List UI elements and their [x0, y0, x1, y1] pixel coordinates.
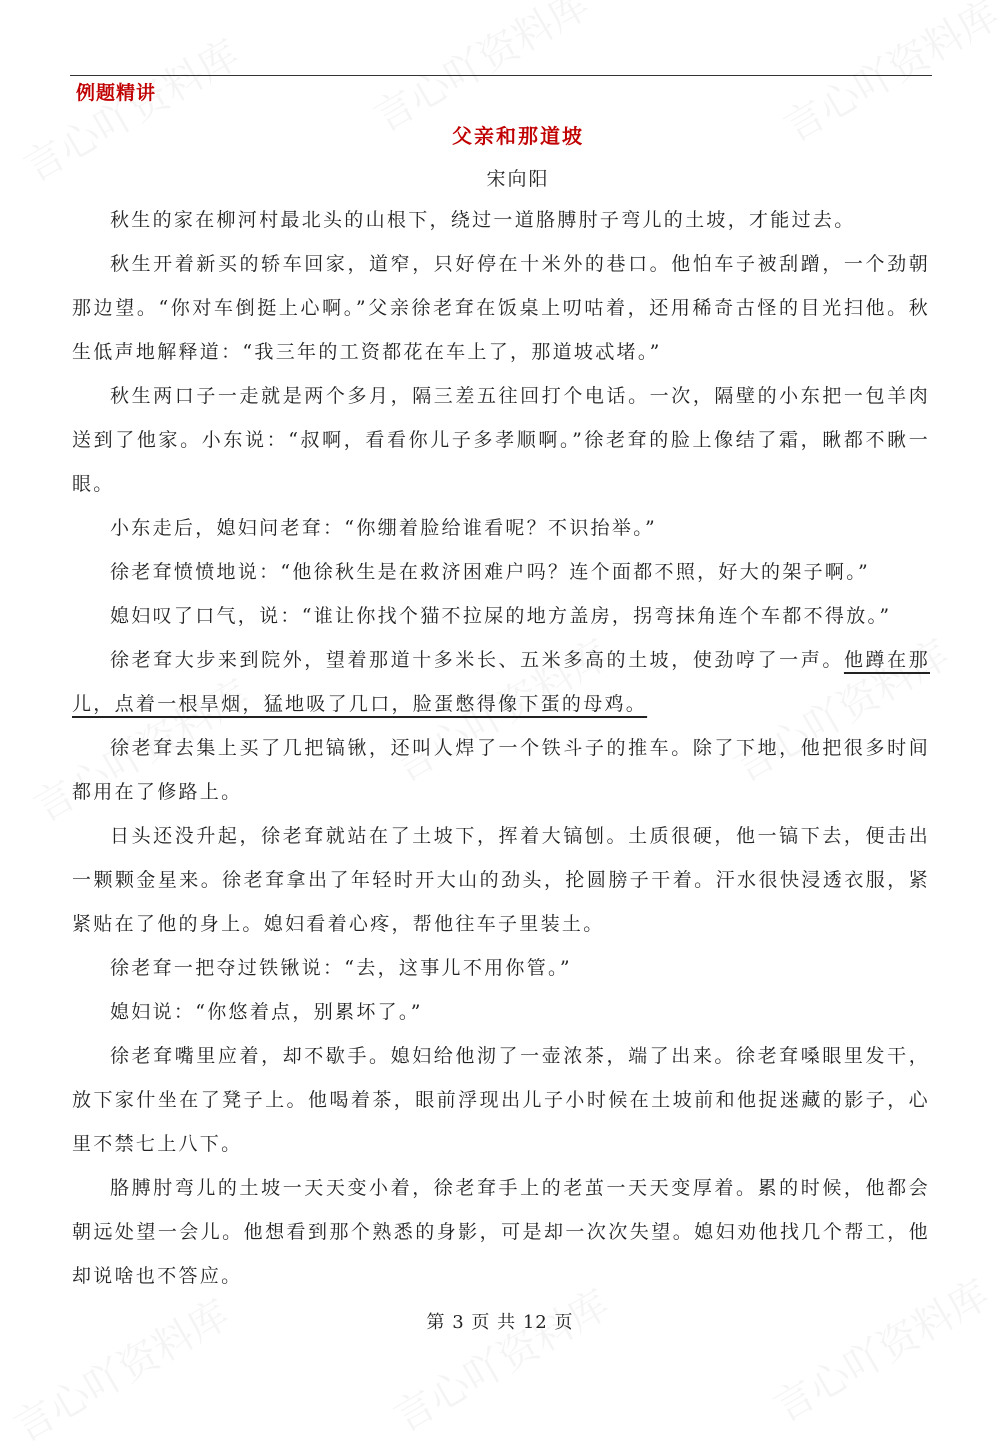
- underlined-sentence: 他蹲在那儿，点着一根旱烟，猛地吸了几口，脸蛋憋得像下蛋的母鸡。: [72, 649, 930, 715]
- paragraph: 徐老耷一把夺过铁锹说：“去，这事儿不用你管。”: [110, 957, 572, 979]
- paragraph: 小东走后，媳妇问老耷：“你绷着脸给谁看呢？不识抬举。”: [110, 517, 658, 539]
- header-rule: [70, 75, 932, 76]
- paragraph: 日头还没升起，徐老耷就站在了土坡下，挥着大镐刨。土质很硬，他一镐下去，便击出一颗颗金星来。徐老耷拿出了年轻时开大山的劲头，抡圆膀子干着。汗水很快浸透衣服，紧紧贴在了他的身上。媳妇看着心疼，帮他往车子里装土。: [72, 825, 930, 935]
- article-body: [72, 198, 930, 1298]
- page-footer: 第 3 页 共 12 页: [426, 1312, 574, 1333]
- section-label: 例题精讲: [76, 82, 157, 104]
- paragraph: 胳膊肘弯儿的土坡一天天变小着，徐老耷手上的老茧一天天变厚着。累的时候，他都会朝远处望一会儿。他想看到那个熟悉的身影，可是却一次次失望。媳妇劝他找几个帮工，他却说啥也不答应。: [72, 1177, 930, 1287]
- paragraph: 徐老耷愤愤地说：“他徐秋生是在救济困难户吗？连个面都不照，好大的架子啊。”: [110, 561, 871, 583]
- paragraph: 秋生开着新买的轿车回家，道窄，只好停在十米外的巷口。他怕车子被刮蹭，一个劲朝那边望。“你对车倒挺上心啊。”父亲徐老耷在饭桌上叨咕着，还用稀奇古怪的目光扫他。秋生低声地解释道：“我三年的工资都花在车上了，那道坡忒堵。”: [72, 253, 930, 363]
- paragraph: 媳妇说：“你悠着点，别累坏了。”: [110, 1001, 423, 1023]
- paragraph: 徐老耷去集上买了几把镐锹，还叫人焊了一个铁斗子的推车。除了下地，他把很多时间都用在了修路上。: [72, 737, 930, 803]
- article-author: 宋向阳: [486, 168, 550, 190]
- paragraph: 媳妇叹了口气，说：“谁让你找个猫不拉屎的地方盖房，拐弯抹角连个车都不得放。”: [110, 605, 892, 627]
- paragraph-with-underline: [72, 638, 930, 726]
- paragraph: 徐老耷嘴里应着，却不歇手。媳妇给他沏了一壶浓茶，端了出来。徐老耷嗓眼里发干，放下家什坐在了凳子上。他喝着茶，眼前浮现出儿子小时候在土坡前和他捉迷藏的影子，心里不禁七上八下。: [72, 1045, 930, 1155]
- paragraph-text: 徐老耷大步来到院外，望着那道十多米长、五米多高的土坡，使劲哼了一声。: [110, 649, 844, 671]
- paragraph: 秋生的家在柳河村最北头的山根下，绕过一道胳膊肘子弯儿的土坡，才能过去。: [110, 209, 856, 231]
- watermark-text: [382, 1274, 618, 1443]
- paragraph: 秋生两口子一走就是两个多月，隔三差五往回打个电话。一次，隔壁的小东把一包羊肉送到了他家。小东说：“叔啊，看看你儿子多孝顺啊。”徐老耷的脸上像结了霜，瞅都不瞅一眼。: [72, 385, 930, 495]
- article-title: 父亲和那道坡: [452, 124, 584, 148]
